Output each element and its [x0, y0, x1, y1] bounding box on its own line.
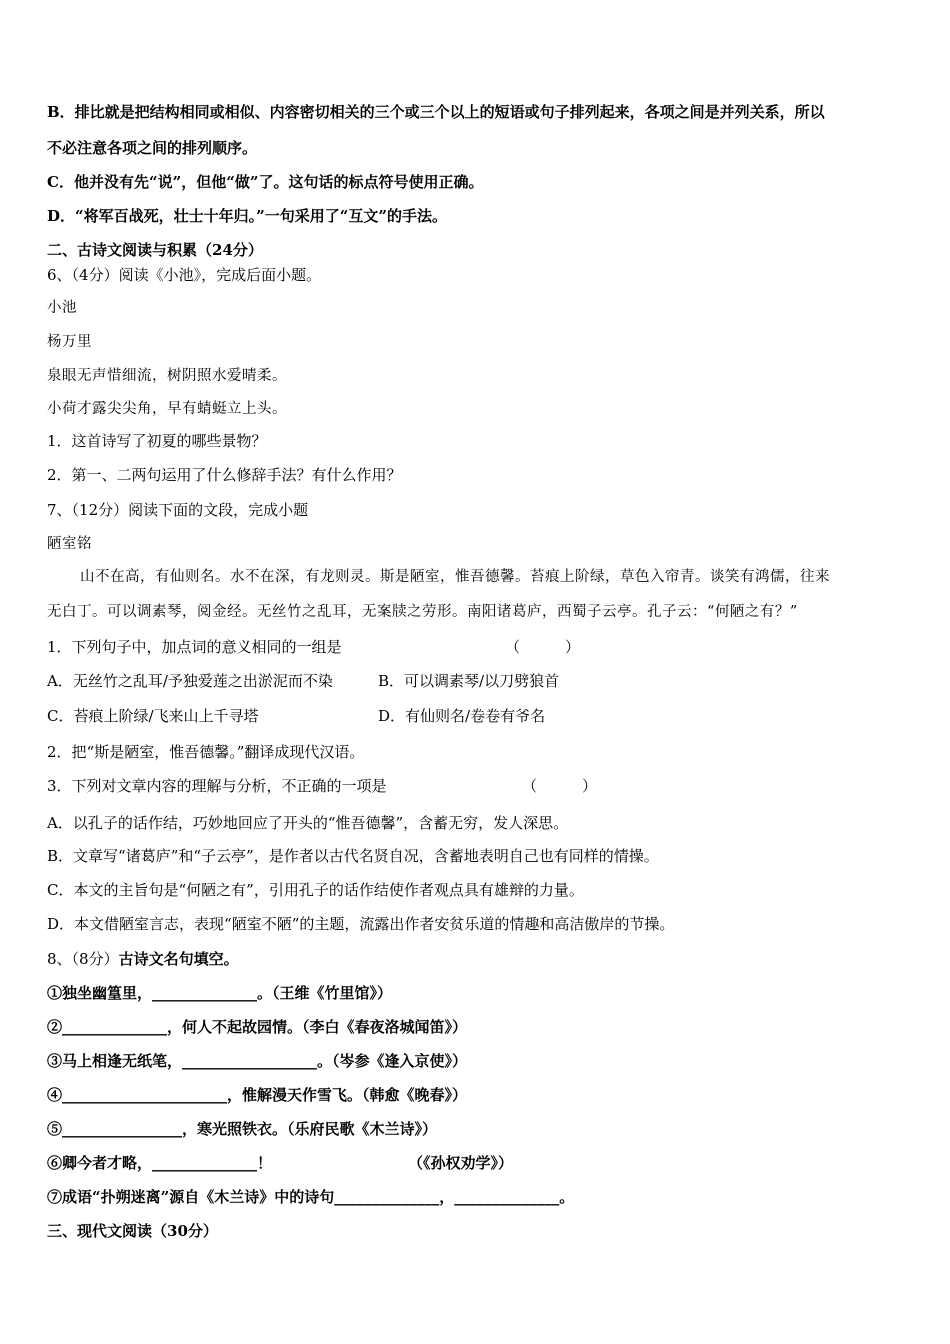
section3-heading: 三、现代文阅读（30分）: [47, 1222, 218, 1240]
q8-item-6-source: （《孙权劝学》）: [408, 1154, 514, 1172]
q7-sub3-option-a: A．以孔子的话作结，巧妙地回应了开头的“惟吾德馨”，含蓄无穷，发人深思。: [47, 814, 569, 832]
q7-sub1-option-a: A．无丝竹之乱耳/予独爱莲之出淤泥而不染: [47, 672, 333, 690]
q8-item-7: ⑦成语“扑朔迷离”源自《木兰诗》中的诗句______________，______________。: [47, 1188, 575, 1206]
q8-stem: [47, 949, 239, 969]
q8-item-5: ⑤________________，寒光照铁衣。（乐府民歌《木兰诗》）: [47, 1120, 438, 1138]
q5-option-b-line2: 不必注意各项之间的排列顺序。: [47, 139, 258, 157]
q5-option-c: C．他并没有先“说”，但他“做”了。这句话的标点符号使用正确。: [47, 173, 484, 191]
q7-sub1-stem: 1．下列句子中，加点词的意义相同的一组是: [47, 638, 342, 656]
q7-sub2: 2．把“斯是陋室，惟吾德馨。”翻译成现代汉语。: [47, 743, 365, 761]
q7-sub3-stem: 3．下列对文章内容的理解与分析，不正确的一项是: [47, 777, 387, 795]
poem-line-2: 小荷才露尖尖角，早有蜻蜓立上头。: [47, 401, 287, 417]
q8-item-4: ④______________________，惟解漫天作雪飞。（韩愈《晚春》）: [47, 1086, 468, 1104]
text-line-2: 无白丁。可以调素琴，阅金经。无丝竹之乱耳，无案牍之劳形。南阳诸葛庐，西蜀子云亭。孔子云：“何陋之有？”: [47, 604, 798, 620]
q6-sub2: 2．第一、二两句运用了什么修辞手法？有什么作用？: [47, 466, 402, 484]
q7-sub1-option-d: D．有仙则名/卷卷有爷名: [378, 707, 546, 725]
q7-sub1-answer-paren: （ ）: [505, 638, 581, 656]
section2-heading: 二、古诗文阅读与积累（24分）: [47, 241, 263, 259]
q8-item-6: ⑥卿今者才略，______________！: [47, 1154, 273, 1172]
poem-line-1: 泉眼无声惜细流，树阴照水爱晴柔。: [47, 368, 287, 384]
q7-sub3-option-d: D．本文借陋室言志，表现“陋室不陋”的主题，流露出作者安贫乐道的情趣和高洁傲岸的节操。: [47, 915, 675, 933]
q7-sub3-answer-paren: （ ）: [522, 777, 598, 795]
q7-sub1-option-c: C．苔痕上阶绿/飞来山上千寻塔: [47, 707, 259, 725]
q8-stem-number: 8、（8分）: [47, 950, 119, 968]
text-title: 陋室铭: [47, 536, 92, 552]
poem-title: 小池: [47, 300, 77, 316]
q7-sub3-option-b: B．文章写“诸葛庐”和“子云亭”，是作者以古代名贤自况，含蓄地表明自己也有同样的情操。: [47, 847, 659, 865]
q7-sub3-option-c: C．本文的主旨句是“何陋之有”，引用孔子的话作结使作者观点具有雄辩的力量。: [47, 881, 584, 899]
q8-item-2: ②______________，何人不起故园情。（李白《春夜洛城闻笛》）: [47, 1018, 468, 1036]
q8-item-1: ①独坐幽篁里，______________。（王维《竹里馆》）: [47, 984, 393, 1002]
q8-stem-text: 古诗文名句填空。: [118, 950, 239, 968]
poem-author: 杨万里: [47, 334, 92, 350]
q7-sub1-option-b: B．可以调素琴/以刀劈狼首: [378, 672, 560, 690]
text-line-1: 山不在高，有仙则名。水不在深，有龙则灵。斯是陋室，惟吾德馨。苔痕上阶绿，草色入帘青。谈笑有鸿儒，往来: [80, 569, 830, 585]
q6-sub1: 1．这首诗写了初夏的哪些景物？: [47, 432, 267, 450]
q5-option-b-line1: B．排比就是把结构相同或相似、内容密切相关的三个或三个以上的短语或句子排列起来，各项之间是并列关系，所以: [47, 103, 825, 121]
q7-stem: 7、（12分）阅读下面的文段，完成小题: [47, 501, 309, 519]
q5-option-d: D．“将军百战死，壮士十年归。”一句采用了“互文”的手法。: [47, 207, 448, 225]
q6-stem: 6、（4分）阅读《小池》，完成后面小题。: [47, 266, 322, 284]
q8-item-3: ③马上相逢无纸笔，__________________。（岑参《逢入京使》）: [47, 1052, 468, 1070]
